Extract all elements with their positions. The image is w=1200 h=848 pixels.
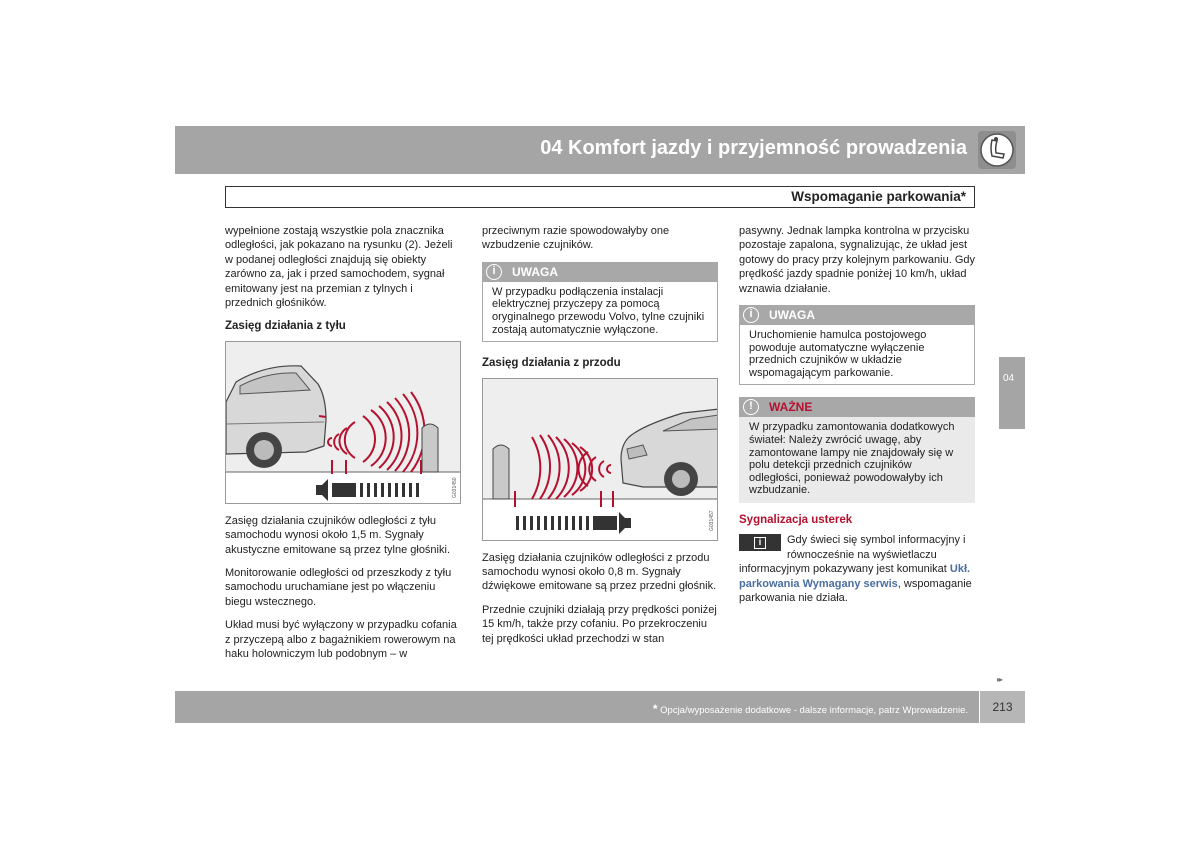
page-number: 213	[992, 700, 1013, 714]
paragraph: wypełnione zostają wszystkie pola znacznika odległości, jak pokazano na rysunku (2). Jeżeli w podanej odległości znajdują się obiekty zarówno za, jak i przed samochodem, sygnał emitowany jest na przemian z tylnych i przednich głośników.	[225, 225, 453, 310]
page-number-box	[979, 691, 1025, 723]
rear-sensor-illustration	[225, 341, 461, 504]
front-sensor-illustration	[482, 378, 718, 541]
note-text: W przypadku podłączenia instalacji elektrycznej przyczepy za pomocą oryginalnego przewodu Volvo, tylne czujniki zostają automatycznie wyłączone.	[482, 282, 718, 342]
section-title: Wspomaganie parkowania*	[791, 189, 966, 204]
warning-box	[739, 397, 975, 503]
column-2	[482, 224, 718, 655]
footer-note-text: Opcja/wyposażenie dodatkowe - dalsze informacje, patrz Wprowadzenie.	[660, 705, 968, 716]
footer-note	[653, 702, 968, 716]
continue-arrows-icon: ▸▸	[997, 675, 1002, 684]
front-range-heading: Zasięg działania z przodu	[482, 357, 621, 370]
fault-description	[739, 533, 975, 605]
warning-exclamation-icon: !	[743, 399, 759, 415]
note-label: UWAGA	[769, 308, 815, 323]
note-header	[482, 262, 718, 282]
chapter-header-bar	[175, 126, 1025, 174]
note-text: Uruchomienie hamulca postojowego powoduje automatyczne wyłączenie przednich czujników w układzie wspomagającym parkowanie.	[739, 325, 975, 385]
information-symbol-icon: i	[739, 534, 781, 551]
paragraph: Monitorowanie odległości od przeszkody z tyłu samochodu uruchamiane jest po włączeniu biegu wstecznego.	[225, 567, 452, 608]
fault-text-end: , wspomaganie parkowania nie działa.	[739, 577, 972, 604]
column-1	[225, 224, 461, 671]
paragraph: Przednie czujniki działają przy prędkości poniżej 15 km/h, także przy cofaniu. Po przekroczeniu tej prędkości układ przechodzi w stan	[482, 603, 717, 645]
figure-code: G031450	[452, 477, 458, 498]
service-message-keyword: Ukł. parkowania Wymagany serwis	[739, 563, 971, 590]
fault-signal-heading: Sygnalizacja usterek	[739, 513, 853, 526]
warning-header	[739, 397, 975, 417]
note-box	[739, 305, 975, 385]
warning-label: WAŻNE	[769, 400, 813, 415]
chapter-side-tab	[999, 357, 1025, 429]
info-circle-icon: i	[743, 307, 759, 323]
info-circle-icon: i	[486, 264, 502, 280]
warning-text: W przypadku zamontowania dodatkowych świateł: Należy zwrócić uwagę, aby zamontowane lampy nie znajdowały się w polu detekcji przednich czujników odległości, ponieważ powodowałyby ich wzbudzanie.	[739, 417, 975, 503]
seat-icon	[977, 130, 1017, 170]
footer-asterisk: *	[652, 702, 658, 716]
column-3	[739, 224, 975, 605]
note-box	[482, 262, 718, 342]
footer-bar	[175, 691, 1025, 723]
chapter-tab-number: 04	[1003, 373, 1015, 384]
rear-range-heading: Zasięg działania z tyłu	[225, 320, 346, 333]
fault-text: Gdy świeci się symbol informacyjny i równocześnie na wyświetlaczu informacyjnym pokazywany jest komunikat	[739, 534, 966, 576]
section-header-bar	[225, 186, 975, 208]
paragraph: przeciwnym razie spowodowałyby one wzbudzenie czujników.	[482, 225, 670, 252]
paragraph: Układ musi być wyłączony w przypadku cofania z przyczepą albo z bagażnikiem rowerowym na haku holowniczym lub podobnym – w	[225, 619, 457, 661]
paragraph: Zasięg działania czujników odległości z przodu samochodu wynosi około 0,8 m. Sygnały dźwiękowe emitowane są przez przedni głośnik.	[482, 551, 717, 593]
note-label: UWAGA	[512, 264, 558, 279]
note-header	[739, 305, 975, 325]
paragraph: Zasięg działania czujników odległości z tyłu samochodu wynosi około 1,5 m. Sygnały akustyczne emitowane są przez tylne głośniki.	[225, 514, 450, 556]
figure-code: G031457	[709, 510, 715, 531]
chapter-title: 04 Komfort jazdy i przyjemność prowadzenia	[540, 137, 967, 159]
paragraph: pasywny. Jednak lampka kontrolna w przycisku pozostaje zapalona, sygnalizując, że układ jest gotowy do pracy przy kolejnym parkowaniu. Gdy prędkość jazdy spadnie poniżej 10 km/h, układ wznawia działanie.	[739, 225, 975, 295]
